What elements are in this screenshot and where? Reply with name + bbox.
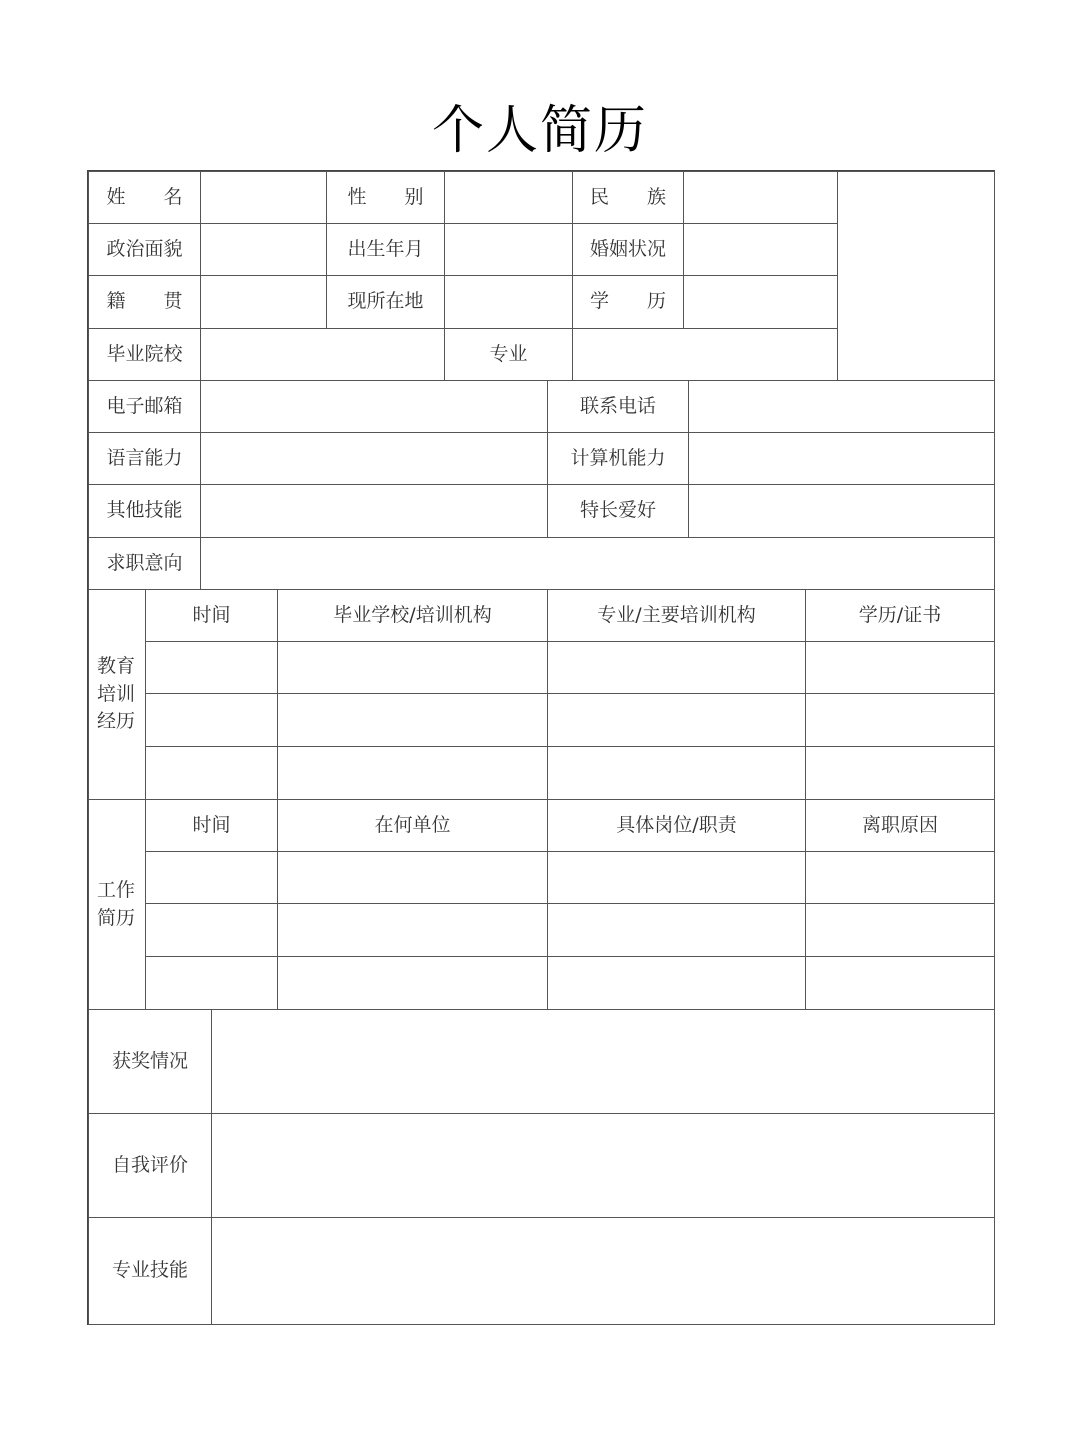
- edu-row-1-certificate[interactable]: [805, 641, 995, 694]
- school-field[interactable]: [200, 328, 445, 381]
- native-field[interactable]: [200, 275, 327, 329]
- education-field[interactable]: [683, 275, 838, 329]
- political-field[interactable]: [200, 223, 327, 276]
- gender-field[interactable]: [444, 171, 573, 224]
- edu-row-3-certificate[interactable]: [805, 746, 995, 800]
- photo-field[interactable]: [837, 171, 995, 381]
- edu-row-3-school[interactable]: [277, 746, 548, 800]
- education-section-label: 教育 培训 经历: [88, 589, 146, 800]
- work-row-1-company[interactable]: [277, 851, 548, 904]
- gender-label: 性 别: [326, 171, 445, 224]
- major-field[interactable]: [572, 328, 838, 381]
- other-skills-label: 其他技能: [88, 484, 201, 538]
- work-row-2-company[interactable]: [277, 903, 548, 957]
- pro-skills-label: 专业技能: [88, 1217, 212, 1325]
- phone-field[interactable]: [688, 380, 995, 433]
- language-label: 语言能力: [88, 432, 201, 485]
- work-row-3-time[interactable]: [145, 956, 278, 1010]
- marital-field[interactable]: [683, 223, 838, 276]
- political-label: 政治面貌: [88, 223, 201, 276]
- edu-header-time: 时间: [145, 589, 278, 642]
- ethnicity-label: 民 族: [572, 171, 684, 224]
- work-row-3-position[interactable]: [547, 956, 806, 1010]
- hobby-label: 特长爱好: [547, 484, 689, 538]
- email-label: 电子邮箱: [88, 380, 201, 433]
- pro-skills-field[interactable]: [211, 1217, 995, 1325]
- name-field[interactable]: [200, 171, 327, 224]
- work-header-time: 时间: [145, 799, 278, 852]
- work-row-2-time[interactable]: [145, 903, 278, 957]
- marital-label: 婚姻状况: [572, 223, 684, 276]
- education-label: 学 历: [572, 275, 684, 329]
- self-eval-label: 自我评价: [88, 1113, 212, 1218]
- work-header-position: 具体岗位/职责: [547, 799, 806, 852]
- job-intent-label: 求职意向: [88, 537, 201, 590]
- birth-label: 出生年月: [326, 223, 445, 276]
- work-header-reason: 离职原因: [805, 799, 995, 852]
- language-field[interactable]: [200, 432, 548, 485]
- work-header-company: 在何单位: [277, 799, 548, 852]
- self-eval-field[interactable]: [211, 1113, 995, 1218]
- email-field[interactable]: [200, 380, 548, 433]
- edu-row-2-school[interactable]: [277, 693, 548, 747]
- major-label: 专业: [444, 328, 573, 381]
- hobby-field[interactable]: [688, 484, 995, 538]
- work-row-1-position[interactable]: [547, 851, 806, 904]
- edu-row-2-major[interactable]: [547, 693, 806, 747]
- work-row-1-time[interactable]: [145, 851, 278, 904]
- edu-row-3-time[interactable]: [145, 746, 278, 800]
- school-label: 毕业院校: [88, 328, 201, 381]
- ethnicity-field[interactable]: [683, 171, 838, 224]
- edu-row-2-time[interactable]: [145, 693, 278, 747]
- awards-label: 获奖情况: [88, 1009, 212, 1114]
- edu-row-1-school[interactable]: [277, 641, 548, 694]
- edu-header-certificate: 学历/证书: [805, 589, 995, 642]
- birth-field[interactable]: [444, 223, 573, 276]
- awards-field[interactable]: [211, 1009, 995, 1114]
- computer-label: 计算机能力: [547, 432, 689, 485]
- edu-row-2-certificate[interactable]: [805, 693, 995, 747]
- work-section-label: 工作 简历: [88, 799, 146, 1010]
- resume-form: [87, 170, 995, 1325]
- work-row-3-company[interactable]: [277, 956, 548, 1010]
- edu-header-major: 专业/主要培训机构: [547, 589, 806, 642]
- other-skills-field[interactable]: [200, 484, 548, 538]
- native-label: 籍 贯: [88, 275, 201, 329]
- edu-row-1-time[interactable]: [145, 641, 278, 694]
- work-row-1-reason[interactable]: [805, 851, 995, 904]
- edu-row-3-major[interactable]: [547, 746, 806, 800]
- page-title: 个人简历: [431, 101, 648, 161]
- phone-label: 联系电话: [547, 380, 689, 433]
- edu-row-1-major[interactable]: [547, 641, 806, 694]
- name-label: 姓 名: [88, 171, 201, 224]
- computer-field[interactable]: [688, 432, 995, 485]
- residence-label: 现所在地: [326, 275, 445, 329]
- work-row-2-position[interactable]: [547, 903, 806, 957]
- residence-field[interactable]: [444, 275, 573, 329]
- edu-header-school: 毕业学校/培训机构: [277, 589, 548, 642]
- job-intent-field[interactable]: [200, 537, 995, 590]
- work-row-2-reason[interactable]: [805, 903, 995, 957]
- work-row-3-reason[interactable]: [805, 956, 995, 1010]
